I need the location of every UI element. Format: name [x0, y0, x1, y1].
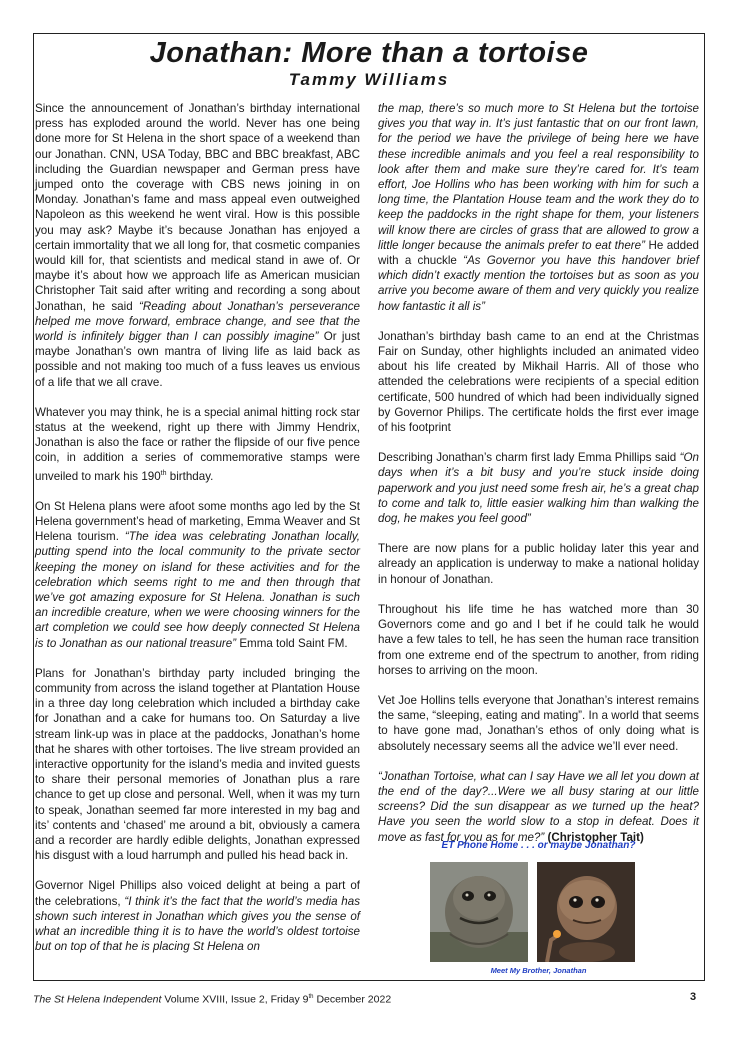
- image-caption: ET Phone Home . . . or maybe Jonathan?: [441, 840, 636, 851]
- page-number: 3: [690, 991, 697, 1003]
- publication-name: The St Helena Independent: [33, 993, 162, 1006]
- paragraph: [35, 405, 360, 484]
- text: Governor Nigel Phillips also voiced delight at being a part of the celebrations,: [35, 879, 360, 908]
- tortoise-illustration: [430, 862, 528, 962]
- text: There are now plans for a public holiday later this year and already an application is underway to make a national holiday in honour of Jonathan.: [378, 542, 699, 586]
- paragraph: [378, 101, 699, 314]
- text: Describing Jonathan’s charm first lady Emma Phillips said: [378, 451, 677, 465]
- page-footer: [33, 991, 673, 1007]
- paragraph: [378, 329, 699, 435]
- photo-caption: Meet My Brother, Jonathan: [490, 966, 587, 975]
- text: Jonathan’s birthday bash came to an end at the Christmas Fair on Sunday, other highlights included an animated video about his life created by Mikhail Harris. All of those who attended the celebrations were recipients of a special edition certificate, 500 hundred of which had been individually signed by Governor Philips. The certificate holds the first ever image of his footprint: [378, 329, 699, 435]
- superscript: th: [160, 469, 167, 477]
- quote: “The idea was celebrating Jonathan locally, putting spend into the local community to the private sector keeping the money on island for these activities and for the celebration which seems right to me and then through that we’ve got amazing exposure for St Helena. Jonathan is such an incredible creature, when we were choosing winners for the art completion we could see how deeply connected St Helena is to Jonathan as our national treasure”: [35, 530, 360, 650]
- paragraph: [35, 878, 360, 954]
- left-column: [35, 101, 360, 954]
- issue-date: December 2022: [316, 993, 392, 1006]
- issue-superscript: th: [308, 994, 314, 1000]
- text: Since the announcement of Jonathan’s birthday international press has exploded around the world. Never has one being done more for St Helena in the short space of a weekend than our Jonathan. CNN, USA Today, BBC and BBC breakfast, ABC including the Guardian newspaper and German press have jumped onto the coverage with CBS news joining in on Monday. Jonathan’s fame and mass appeal even outweighed Napoleon as this weekend he went viral. How is this possible you may ask? Maybe it’s because Jonathan has enjoyed a certain immortality that we all long for, that cosmetic companies would kill for, that scientists and medical stand in awe of. Or maybe it’s about how we approach life as American musician Christopher Tait said after writing and recording a song about Jonathan, he said: [35, 102, 360, 313]
- paragraph: [378, 602, 699, 678]
- text: On St Helena plans were afoot some months ago led by the St Helena government’s head of marketing, Emma Weaver and St Helena tourism.: [35, 499, 361, 544]
- et-illustration: [537, 862, 635, 962]
- article-byline: Tammy Williams: [288, 70, 450, 89]
- quote: the map, there’s so much more to St Helena but the tortoise gives you that way in. It’s just fantastic that on our front lawn, for the period we have the privilege of being here we have these incredible animals and you feel a real responsibility to look after them and make sure they’re cared for. It’s team effort, Joe Hollins who has been working with him for such a long time, the Plantation House team and the work they do to keep the paddocks in the right shape for them, your listeners will know there are circles of grass that are allowed to grow a little longer because the animals prefer to eat there”: [378, 102, 699, 252]
- quote-attribution: (Christopher Tait): [547, 830, 644, 844]
- quote: “Reading about Jonathan’s perseverance helped me move forward, embrace change, and see that the world is infinitely bigger than I can possibly imagine”: [35, 299, 360, 344]
- quote: “On days when it’s a bit busy and you’re stuck inside doing paperwork and you just need some fresh air, he’s a great chap to come and talk to, little easier walking him than walking the dog, he makes you feel good”: [378, 451, 699, 526]
- text: Emma told Saint FM.: [239, 636, 348, 650]
- text: Whatever you may think, he is a special animal hitting rock star status at the weekend, right up there with Jimmy Hendrix, Jonathan is also the face or rather the flipside of our five pence coin, in addition a series of commemorative stamps were unveiled to mark his 190: [35, 405, 360, 483]
- quote: “As Governor you have this handover brief which didn’t exactly mention the tortoises but as soon as you arrive you become aware of them and very quickly you realize how fantastic it all is”: [378, 254, 699, 313]
- text: Throughout his life time he has watched more than 30 Governors come and go and I bet if he could talk he would have a few tales to tell, he has seen the human race transition from one extreme end of the spectrum to another, from riding horses to arriving on the moon.: [378, 602, 699, 677]
- paragraph: [378, 693, 699, 754]
- paragraph: [378, 450, 699, 526]
- et-photo: [537, 862, 635, 962]
- text: Plans for Jonathan’s birthday party included bringing the community from across the island together at Plantation House in a three day long celebration which included a birthday cake for Jonathan and a cake for humans too. On Saturday a live stream link-up was in place at the paddocks, Jonathan’s home that he shares with other tortoises. The live stream provided an interactive opportunity for the island’s media and invited guests to share their personal memories of Jonathan plus a rare chance to get up close and personal. Well, when it was my turn to speak, Jonathan seemed far more interested in my bag and its’ contents and ‘chased’ me around a bit, obviously a camera and a recorder are hardly edible delights, Jonathan expressed his disgust with a loud harrumph and pulled his head back in.: [35, 666, 360, 863]
- paragraph: [378, 541, 699, 587]
- tortoise-photo: [430, 862, 528, 962]
- paragraph: [35, 499, 360, 651]
- right-column: [378, 101, 699, 845]
- paragraph: [35, 101, 360, 390]
- text: He added with a chuckle: [378, 238, 699, 268]
- paragraph: [35, 666, 360, 864]
- quote: “Jonathan Tortoise, what can I say Have we all let you down at the end of the day?...Were we all busy staring at our little screens? Did the sun disappear as we turned up the heat? Have you seen the world slow to a stop in defeat. Does it move as fast for you as for me?”: [378, 769, 699, 844]
- issue-info: Volume XVIII, Issue 2, Friday 9: [164, 993, 309, 1006]
- text: Or just maybe Jonathan’s own mantra of living life as laid back as possible and not making too much of a fuss leaves us envious of a life that we all crave.: [35, 330, 360, 389]
- paragraph: [378, 769, 699, 845]
- quote: “I think it’s the fact that the world’s media has shown such interest in Jonathan which gives you the sense of what an incredible thing it is to have the world’s oldest tortoise but on top of that he is placing St Helena on: [35, 894, 360, 954]
- text: birthday.: [169, 469, 214, 483]
- text: Vet Joe Hollins tells everyone that Jonathan’s interest remains the same, “sleeping, eating and mating”. In a world that seems to have gone mad, Jonathan’s ethos of only doing what is absolutely necessary seems all the advice we’ll ever need.: [378, 693, 699, 753]
- article-title: Jonathan: More than a tortoise: [149, 37, 589, 69]
